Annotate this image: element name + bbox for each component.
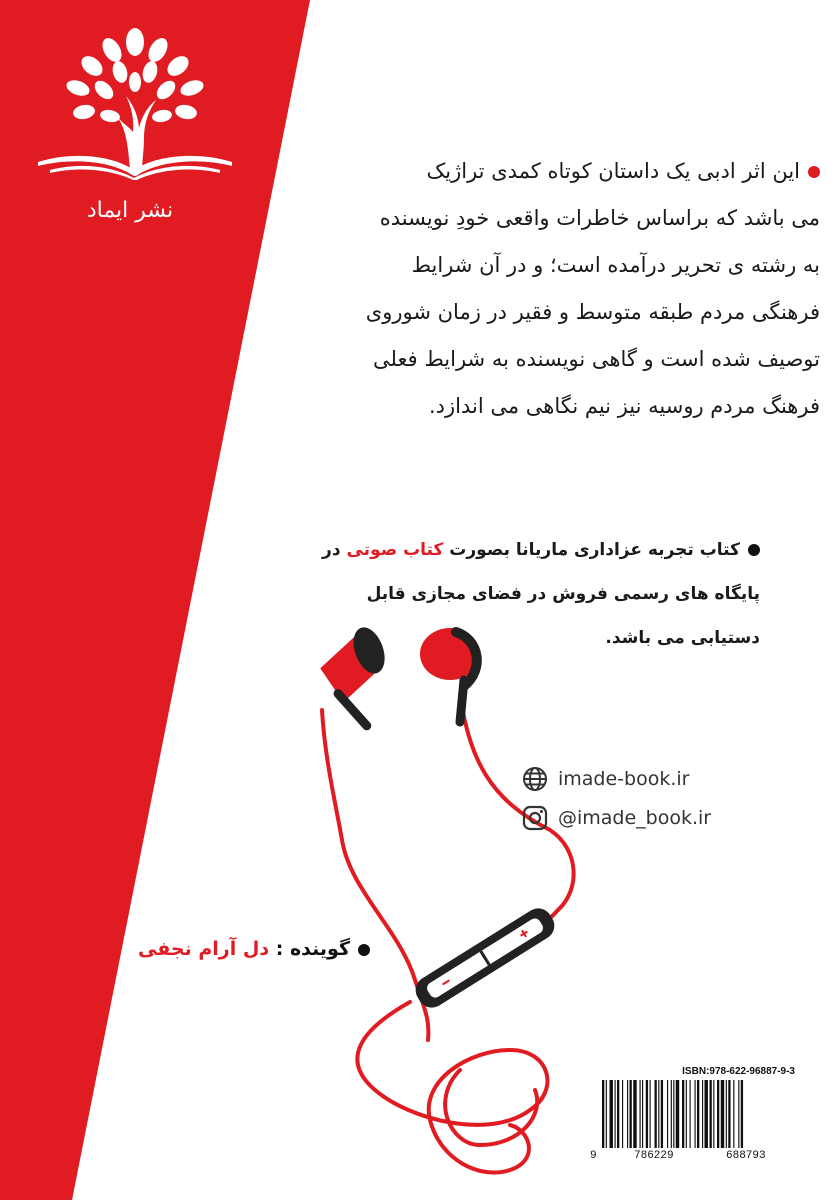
website-url[interactable]: imade-book.ir	[558, 768, 690, 790]
book-description	[300, 148, 820, 430]
barcode-bar	[710, 1080, 712, 1148]
barcode-bar	[682, 1080, 684, 1148]
description-line	[300, 148, 820, 195]
barcode-bar	[673, 1080, 674, 1148]
barcode-bar	[661, 1080, 663, 1148]
barcode-bar	[705, 1080, 708, 1148]
barcode-bar	[627, 1080, 628, 1148]
description-line: فرهنگی مردم طبقه متوسط و فقیر در زمان شوروی	[365, 300, 820, 324]
barcode-digits-left: 786229	[634, 1150, 674, 1162]
description-text: این اثر ادبی یک داستان کوتاه کمدی تراژیک	[426, 159, 800, 183]
narrator-credit	[100, 938, 370, 960]
barcode-bar	[690, 1080, 691, 1148]
globe-icon	[522, 766, 548, 792]
audio-line: پایگاه های رسمی فروش در فضای مجازی قابل	[366, 584, 760, 604]
barcode-bar	[702, 1080, 703, 1148]
barcode-bar	[602, 1080, 604, 1148]
red-bullet-icon	[808, 166, 820, 178]
description-line: می باشد که براساس خاطرات واقعی خودِ نویسنده	[379, 206, 820, 230]
barcode-bar	[671, 1080, 672, 1148]
barcode-bar	[642, 1080, 643, 1148]
barcode-bar	[630, 1080, 632, 1148]
instagram-contact[interactable]	[522, 803, 711, 833]
barcode-bar	[615, 1080, 616, 1148]
barcode-bar	[610, 1080, 613, 1148]
barcode-bar	[695, 1080, 696, 1148]
barcode-bar	[717, 1080, 719, 1148]
audio-text: کتاب تجربه عزاداری ماریانا بصورت	[449, 540, 740, 560]
audio-line: دستیابی می باشد.	[605, 628, 760, 648]
barcode-bar	[650, 1080, 651, 1148]
barcode-bar	[640, 1080, 641, 1148]
bullet-icon	[748, 544, 760, 556]
barcode-bar	[728, 1080, 730, 1148]
barcode-bar	[676, 1080, 679, 1148]
barcode-digits	[590, 1150, 795, 1164]
barcode-bar	[686, 1080, 687, 1148]
instagram-icon	[522, 805, 548, 831]
barcode-bar	[622, 1080, 623, 1148]
audiobook-highlight: کتاب صوتی	[346, 540, 444, 560]
barcode-digit-first: 9	[590, 1150, 597, 1162]
barcode-bar	[606, 1080, 607, 1148]
barcode-bar	[697, 1080, 699, 1148]
barcode-bar	[733, 1080, 734, 1148]
barcode-bar	[633, 1080, 636, 1148]
barcode-bar	[667, 1080, 668, 1148]
barcode-bar	[617, 1080, 619, 1148]
instagram-handle[interactable]: @imade_book.ir	[558, 807, 712, 829]
barcode-bar	[726, 1080, 727, 1148]
narrator-label: گوینده :	[275, 938, 350, 960]
isbn-number: ISBN:978-622-96887-9-3	[682, 1066, 795, 1077]
description-line: فرهنگ مردم روسیه نیز نیم نگاهی می اندازد.	[428, 394, 820, 418]
barcode-bar	[721, 1080, 724, 1148]
publisher-name: نشر ایماد	[86, 198, 174, 223]
bullet-icon	[358, 944, 370, 956]
narrator-name: دل آرام نجفی	[138, 938, 270, 960]
barcode-bars	[590, 1080, 795, 1152]
audio-line	[322, 528, 760, 572]
barcode-digits-right: 688793	[726, 1150, 766, 1162]
barcode-bar	[655, 1080, 657, 1148]
audio-text: در	[322, 540, 341, 560]
barcode-bar	[741, 1080, 743, 1148]
barcode-bar	[738, 1080, 739, 1148]
isbn-barcode	[590, 1066, 795, 1166]
website-contact[interactable]	[522, 764, 689, 794]
description-line: به رشته ی تحریر درآمده است؛ و در آن شرایط	[411, 253, 820, 277]
barcode-bar	[713, 1080, 714, 1148]
description-line: توصیف شده است و گاهی نویسنده به شرایط فعلی	[373, 347, 820, 371]
barcode-bar	[646, 1080, 648, 1148]
barcode-bar	[658, 1080, 659, 1148]
tree-book-logo	[30, 20, 240, 180]
